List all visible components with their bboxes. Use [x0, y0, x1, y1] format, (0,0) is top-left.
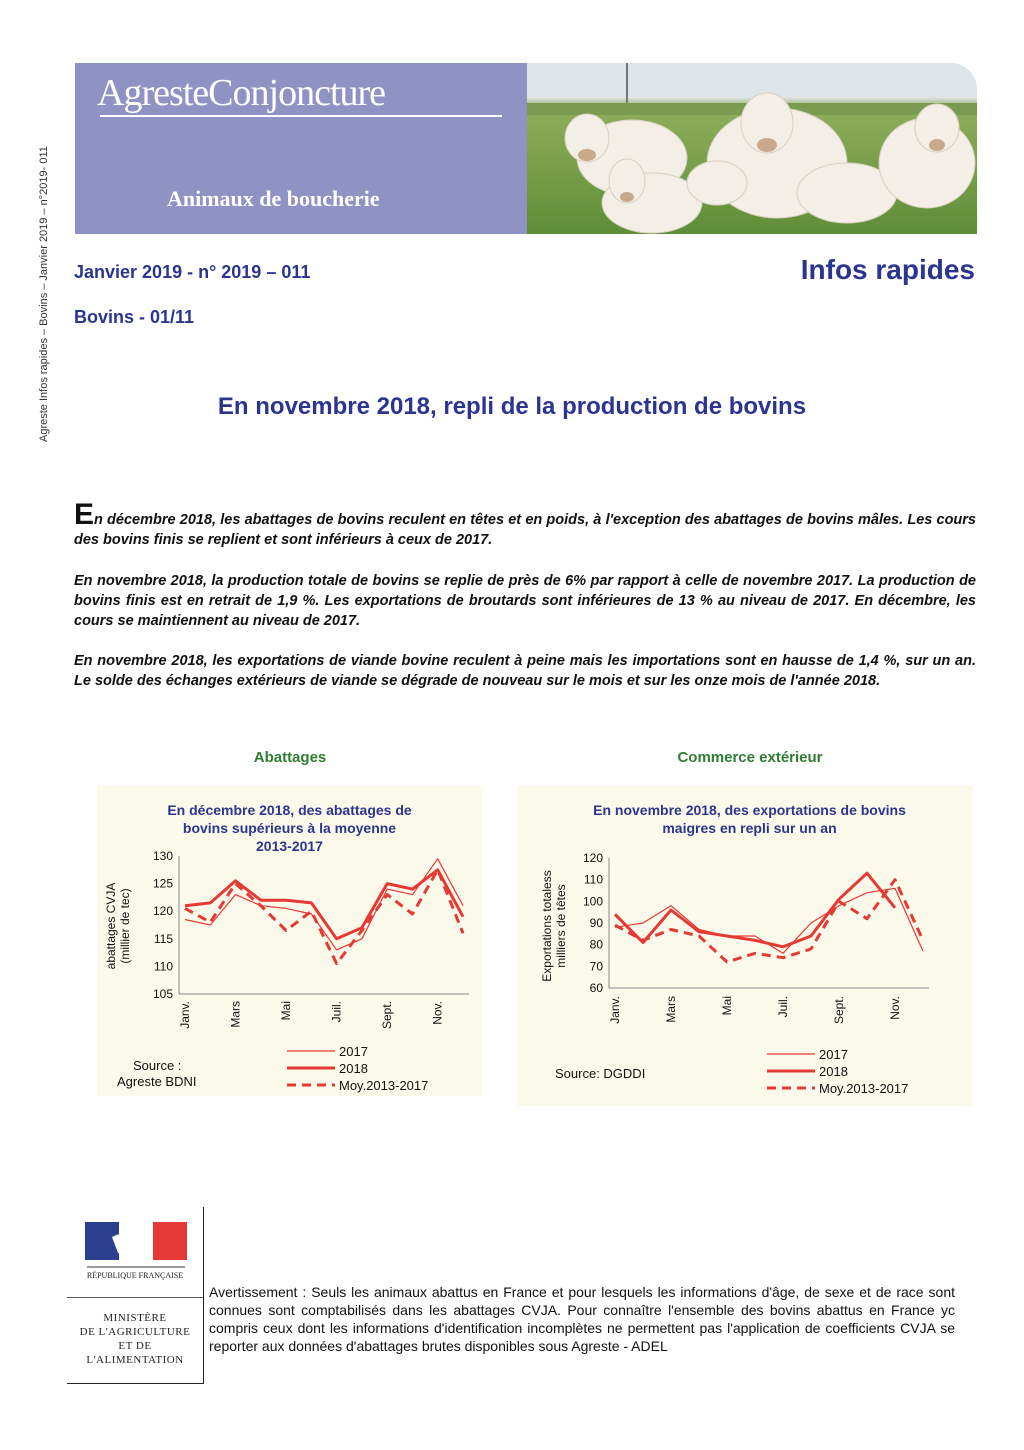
ministry-name: [71, 1311, 199, 1367]
ministry-line: DE L'AGRICULTURE: [79, 1326, 191, 1338]
section-title-abattages: Abattages: [253, 749, 327, 766]
y-tick-label: 70: [589, 959, 603, 974]
x-tick-label: Janv.: [178, 1001, 192, 1029]
header-banner: [75, 63, 977, 234]
chart-abattages: [97, 786, 482, 1096]
legend-label: 2017: [819, 1047, 848, 1062]
y-tick-label: 125: [152, 876, 173, 891]
chart-plot-abattages: [97, 786, 482, 1096]
source-line: Source :: [133, 1058, 182, 1073]
y-tick-label: 130: [152, 849, 173, 863]
legend-label: 2017: [339, 1044, 368, 1059]
chart-title-line: 2013-2017: [256, 838, 323, 854]
y-tick-label: 120: [582, 851, 603, 865]
legend-label: Moy.2013-2017: [819, 1081, 909, 1096]
brand-underline: [100, 115, 502, 117]
side-reference: Agreste Infos rapides – Bovins – Janvier 2019 – n°2019- 011: [38, 146, 50, 442]
banner-subtitle: Animaux de boucherie: [167, 186, 380, 211]
x-tick-label: Juil.: [329, 1001, 344, 1023]
legend-label: 2018: [339, 1061, 368, 1076]
x-tick-label: Sept.: [380, 1001, 395, 1030]
ministry-line: ET DE: [118, 1340, 152, 1352]
publication-type: Infos rapides: [800, 254, 975, 285]
y-axis-label: milliers de têtes: [554, 884, 568, 968]
y-tick-label: 100: [582, 894, 603, 909]
x-tick-label: Nov.: [888, 996, 902, 1020]
chart-title-line: maigres en repli sur un an: [662, 820, 837, 836]
headline: En novembre 2018, repli de la production de bovins: [217, 393, 807, 420]
chart-plot-commerce: [517, 786, 973, 1106]
ministry-line: MINISTÈRE: [103, 1312, 167, 1324]
y-axis-label: abattages CVJA: [104, 882, 118, 970]
republic-logo: [67, 1207, 203, 1298]
chart-title-line: bovins supérieurs à la moyenne: [182, 820, 397, 836]
cattle-illustration: [527, 63, 977, 234]
cattle-photo: [527, 63, 977, 234]
y-tick-label: 60: [589, 981, 603, 995]
paragraph-1-text: n décembre 2018, les abattages de bovins reculent en têtes et en poids, à l'exception des abattages de bovins mâles. Les cours des bovins finis se replient et sont inférieurs à ceux de 2017.: [74, 512, 976, 548]
y-tick-label: 120: [152, 904, 173, 919]
source-line: Source: DGDDI: [555, 1066, 646, 1081]
chart-source: [117, 1058, 196, 1090]
x-tick-label: Mai: [720, 996, 734, 1016]
chart-commerce: [517, 786, 973, 1106]
legend-label: Moy.2013-2017: [339, 1078, 429, 1093]
marianne-flag-icon: [67, 1207, 203, 1297]
brand-logo-text: AgresteConjoncture: [97, 72, 386, 114]
y-axis-label: Exportations totaless: [540, 870, 554, 982]
y-tick-label: 105: [152, 987, 173, 1001]
section-title-commerce: Commerce extérieur: [677, 749, 823, 766]
y-tick-label: 115: [153, 931, 173, 946]
y-tick-label: 110: [583, 872, 603, 887]
legend-label: 2018: [819, 1064, 848, 1079]
x-tick-label: Janv.: [608, 996, 622, 1024]
ministry-line: L'ALIMENTATION: [86, 1354, 184, 1366]
chart-title-line: En décembre 2018, des abattages de: [167, 802, 412, 818]
warning-note: Avertissement : Seuls les animaux abattus en France et pour lesquels les informations d'âge, de sexe et de race sont connues sont comptabilisés dans les abattages CVJA. Pour connaître l'ensemble des bovins abattus en France yc compris ceux dont les informations d'identification incomplètes ne permettent pas l'application de coefficients CVJA se reporter aux données d'abattages brutes disponibles sous Agreste - ADEL: [209, 1284, 955, 1354]
section-label: Bovins - 01/11: [74, 307, 195, 327]
x-tick-label: Nov.: [430, 1001, 445, 1025]
paragraph-1: [74, 498, 976, 550]
chart-source: [555, 1066, 645, 1082]
y-tick-label: 110: [153, 959, 173, 974]
republic-text: RÉPUBLIQUE FRANÇAISE: [86, 1271, 184, 1280]
chart-title-line: En novembre 2018, des exportations de bovins: [593, 802, 906, 818]
y-tick-label: 90: [589, 916, 603, 930]
y-axis-label: (millier de tec): [118, 888, 132, 964]
x-tick-label: Mars: [228, 1001, 243, 1028]
x-tick-label: Juil.: [776, 996, 790, 1018]
paragraph-3: En novembre 2018, les exportations de viande bovine reculent à peine mais les importations sont en hausse de 1,4 %, sur un an. Le solde des échanges extérieurs de viande se dégrade de nouveau sur le mois et sur les onze mois de l'année 2018.: [74, 653, 976, 689]
ministry-logo: [67, 1207, 204, 1384]
y-tick-label: 80: [589, 937, 603, 952]
x-tick-label: Mars: [664, 996, 678, 1023]
source-line: Agreste BDNI: [117, 1074, 197, 1089]
x-tick-label: Mai: [279, 1001, 294, 1021]
x-tick-label: Sept.: [832, 996, 846, 1025]
drop-cap: E: [74, 498, 95, 531]
issue-number: Janvier 2019 - n° 2019 – 011: [74, 262, 311, 282]
banner-title-panel: [75, 63, 527, 234]
paragraph-2: En novembre 2018, la production totale de bovins se replie de près de 6% par rapport à celle de novembre 2017. La production de bovins finis est en retrait de 1,9 %. Les exportations de broutards sont inférieures de 13 % au niveau de 2017. En décembre, les cours se maintiennent au niveau de 2017.: [74, 573, 976, 629]
